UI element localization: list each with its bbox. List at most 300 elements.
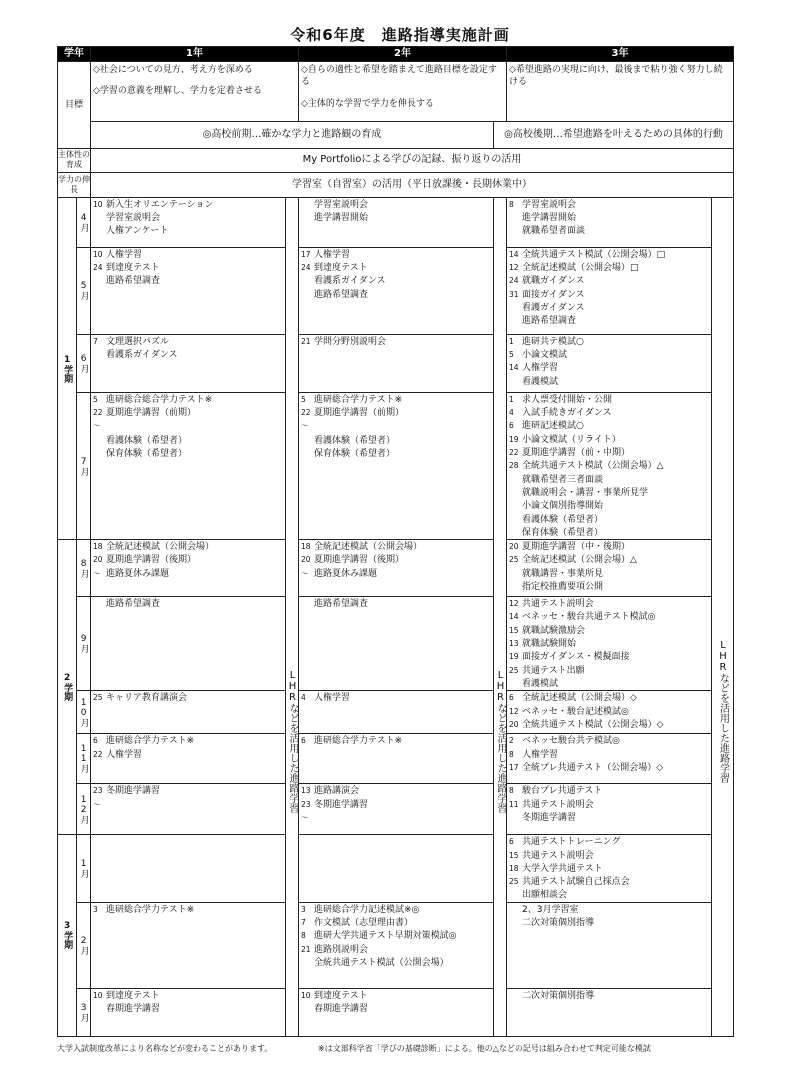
- event-item: [507, 624, 711, 637]
- event-date: [507, 568, 522, 580]
- event-item: [507, 989, 711, 1002]
- event-item: [507, 597, 711, 610]
- event-date: [299, 289, 314, 301]
- event-text: 共通テスト説明会: [522, 599, 594, 610]
- event-date: [299, 1003, 314, 1015]
- footer-note-right: ※は文部科学省「学びの基礎診断」による。他の△などの記号は組み合わせて判定可能な模試: [318, 1044, 651, 1053]
- event-item: [299, 419, 493, 432]
- month-row: [58, 988, 734, 1036]
- event-text: 保育体験（希望者）: [314, 449, 396, 460]
- month-label: 2月: [77, 902, 91, 988]
- events-y1: [91, 784, 286, 835]
- events-y2: [299, 902, 494, 988]
- event-date: 14: [509, 249, 519, 259]
- event-text: 進研総合総合学力テスト※: [106, 394, 213, 405]
- events-y1: [91, 691, 286, 734]
- event-item: [507, 513, 711, 526]
- month-row: [58, 734, 734, 784]
- event-date: ～: [93, 568, 101, 578]
- event-item: [507, 473, 711, 486]
- event-date: [507, 904, 522, 916]
- events-y2: [299, 597, 494, 691]
- event-item: [507, 875, 711, 888]
- event-item: [91, 447, 285, 460]
- event-item: [507, 811, 711, 824]
- event-item: [507, 211, 711, 224]
- event-text: 共通テスト説明会: [522, 799, 594, 810]
- event-text: 就職試験激励会: [522, 625, 586, 636]
- event-text: 二次対策個別指導: [522, 990, 595, 1001]
- event-text: 看護体験（希望者）: [522, 514, 604, 525]
- event-date: [507, 581, 522, 593]
- phase-early: ◎高校前期…確かな学力と進路観の育成: [91, 121, 494, 148]
- event-item: [299, 540, 493, 553]
- goal-text: ◇主体的な学習で学力を伸長する: [301, 98, 434, 109]
- event-item: [299, 1002, 493, 1015]
- event-item: [507, 862, 711, 875]
- event-text: 全統記述模試（公開会場）△: [522, 555, 637, 566]
- event-text: 大学入学共通テスト: [522, 863, 603, 874]
- event-item: [507, 784, 711, 797]
- event-date: 3: [301, 904, 306, 914]
- event-item: [507, 406, 711, 419]
- event-date: [91, 275, 106, 287]
- event-text: 学問分野別説明会: [314, 336, 387, 347]
- event-date: 10: [301, 990, 311, 1000]
- header-row: [58, 47, 734, 62]
- event-text: 夏期進学講習（前期）: [314, 408, 405, 419]
- event-text: 学習室説明会: [314, 199, 369, 210]
- event-item: [91, 989, 285, 1002]
- event-text: 進学講習開始: [522, 213, 577, 224]
- event-item: [91, 248, 285, 261]
- footer-note-left: 大学入試制度改革により名称などが変わることがあります。: [57, 1044, 273, 1053]
- event-text: 共通テスト出願: [522, 665, 585, 676]
- event-date: 12: [509, 599, 519, 609]
- event-date: 19: [509, 434, 519, 444]
- event-date: 1: [509, 336, 514, 346]
- event-item: [507, 486, 711, 499]
- event-text: 夏期進学講習（中・後期）: [522, 542, 631, 553]
- month-label: 8月: [77, 540, 91, 597]
- month-label: 9月: [77, 597, 91, 691]
- event-item: [91, 406, 285, 419]
- event-date: 7: [301, 918, 306, 928]
- event-date: 22: [301, 408, 311, 418]
- event-item: [299, 447, 493, 460]
- event-item: [507, 734, 711, 747]
- event-date: 6: [301, 736, 306, 746]
- event-date: 6: [509, 693, 514, 703]
- lhr-column-year1: LHRなどを活用した進路学習: [286, 197, 299, 1036]
- events-y3: [507, 392, 712, 539]
- events-y3: [507, 540, 712, 597]
- event-date: 22: [509, 448, 519, 458]
- events-y3: [507, 784, 712, 835]
- events-y1: [91, 197, 286, 247]
- event-text: 冬期進学講習: [106, 786, 161, 797]
- event-date: 4: [509, 408, 514, 418]
- event-date: 12: [509, 263, 519, 273]
- event-item: [299, 406, 493, 419]
- event-item: [91, 261, 285, 274]
- event-date: 6: [509, 837, 514, 847]
- event-text: 看護系ガイダンス: [106, 350, 178, 361]
- event-item: [507, 335, 711, 348]
- event-item: [507, 361, 711, 374]
- event-text: 看護体験（希望者）: [106, 435, 188, 446]
- event-item: [507, 248, 711, 261]
- event-text: 看護ガイダンス: [522, 303, 585, 314]
- event-item: [507, 393, 711, 406]
- event-text: 進研共テ模試○: [522, 336, 584, 347]
- event-text: 進研総合学力テスト※: [106, 736, 195, 747]
- event-date: [507, 990, 522, 1002]
- event-item: [507, 705, 711, 718]
- event-text: [106, 799, 285, 811]
- event-date: [91, 598, 106, 610]
- event-date: 8: [509, 749, 514, 759]
- event-item: [507, 610, 711, 623]
- events-y1: [91, 392, 286, 539]
- events-y3: [507, 902, 712, 988]
- year3-header: 3年: [507, 47, 734, 62]
- goal-row: [58, 62, 734, 122]
- event-item: [91, 434, 285, 447]
- event-date: 13: [301, 786, 311, 796]
- event-date: 18: [509, 863, 519, 873]
- event-date: [299, 199, 314, 211]
- month-label: 7月: [77, 392, 91, 539]
- event-item: [507, 433, 711, 446]
- event-text: 夏期進学講習（後期）: [106, 555, 197, 566]
- event-date: 8: [509, 786, 514, 796]
- ability-label: 学力の伸長: [58, 172, 91, 197]
- event-text: 就職説明会・講習・事業所見学: [522, 487, 649, 498]
- event-text: 春期進学講習: [106, 1004, 161, 1015]
- plan-table: [57, 46, 734, 1037]
- events-y2: [299, 784, 494, 835]
- lhr-column-year2: LHRなどを活用した進路学習: [494, 197, 507, 1036]
- event-item: [91, 335, 285, 348]
- initiative-text: My Portfolioによる学びの記録、振り返りの活用: [91, 148, 734, 172]
- event-item: [299, 989, 493, 1002]
- event-item: [507, 419, 711, 432]
- event-text: 進研記述模試○: [522, 421, 584, 432]
- event-item: [507, 637, 711, 650]
- month-row: [58, 392, 734, 539]
- event-item: [299, 248, 493, 261]
- event-date: [507, 889, 522, 901]
- events-y1: [91, 902, 286, 988]
- event-text: 全統共通テスト模試（公開会場）△: [522, 461, 664, 472]
- event-item: [299, 335, 493, 348]
- event-date: 20: [93, 555, 103, 565]
- event-item: [91, 784, 285, 797]
- events-y2: [299, 540, 494, 597]
- event-item: [299, 956, 493, 969]
- event-date: [91, 435, 106, 447]
- event-date: [299, 957, 314, 969]
- event-date: 22: [93, 749, 103, 759]
- event-text: 面接ガイダンス・模擬面接: [522, 652, 630, 663]
- event-text: 到達度テスト: [314, 990, 368, 1001]
- event-text: 小論文模試（リライト）: [522, 434, 621, 445]
- events-y2: [299, 197, 494, 247]
- event-date: 14: [509, 363, 519, 373]
- event-text: 進研総合学力テスト※: [314, 394, 403, 405]
- event-date: [507, 527, 522, 539]
- events-y2: [299, 734, 494, 784]
- event-date: 20: [509, 719, 519, 729]
- event-date: 15: [509, 625, 519, 635]
- initiative-row: [58, 148, 734, 172]
- event-date: 17: [301, 249, 311, 259]
- goal-label: 目標: [58, 62, 91, 149]
- event-item: [507, 459, 711, 472]
- event-item: [507, 903, 711, 916]
- event-item: [91, 553, 285, 566]
- events-y1: [91, 540, 286, 597]
- event-text: 就職試験開始: [522, 639, 577, 650]
- event-item: [91, 903, 285, 916]
- term-label: 3学期: [58, 835, 77, 1036]
- event-text: 共通テスト説明会: [522, 850, 594, 861]
- event-text: 学習室説明会: [106, 213, 161, 224]
- events-y1: [91, 597, 286, 691]
- event-date: 20: [509, 542, 519, 552]
- month-row: [58, 540, 734, 597]
- event-date: 5: [509, 350, 514, 360]
- events-y3: [507, 734, 712, 784]
- event-date: 10: [93, 990, 103, 1000]
- term-label: 2学期: [58, 540, 77, 835]
- event-item: [507, 916, 711, 929]
- event-date: [507, 302, 522, 314]
- events-y1: [91, 247, 286, 334]
- ability-row: [58, 172, 734, 197]
- event-item: [299, 734, 493, 747]
- event-date: 8: [301, 931, 306, 941]
- event-item: [507, 718, 711, 731]
- year2-header: 2年: [299, 47, 507, 62]
- event-text: 入試手続きガイダンス: [522, 408, 612, 419]
- event-item: [91, 393, 285, 406]
- event-date: 12: [509, 706, 519, 716]
- event-date: 18: [301, 542, 311, 552]
- event-text: 新入生オリエンテーション: [106, 199, 214, 210]
- event-text: 面接ガイダンス: [522, 289, 585, 300]
- event-text: 冬期進学講習: [314, 799, 369, 810]
- events-y1: [91, 334, 286, 392]
- event-date: 10: [93, 199, 103, 209]
- goal-text: ◇社会についての見方、考え方を深める: [93, 65, 253, 75]
- event-item: [299, 553, 493, 566]
- event-text: 求人票受付開始・公開: [522, 394, 613, 405]
- event-text: 人権学習: [106, 249, 143, 260]
- events-y3: [507, 247, 712, 334]
- event-item: [299, 929, 493, 942]
- event-item: [507, 540, 711, 553]
- event-date: 6: [93, 736, 98, 746]
- event-text: 到達度テスト: [106, 263, 160, 274]
- event-date: [507, 474, 522, 486]
- event-item: [507, 650, 711, 663]
- events-y2: [299, 392, 494, 539]
- event-date: 7: [93, 336, 98, 346]
- event-date: [507, 315, 522, 327]
- event-text: 保育体験（希望者）: [106, 449, 188, 460]
- event-date: ～: [93, 799, 101, 809]
- event-item: [91, 798, 285, 811]
- events-y1: [91, 988, 286, 1036]
- event-date: [91, 225, 106, 237]
- event-date: 3: [93, 904, 98, 914]
- event-date: 20: [301, 555, 311, 565]
- event-text: 進路夏休み課題: [106, 568, 170, 579]
- event-text: 全統プレ共通テスト（公開会場）◇: [522, 762, 664, 773]
- event-item: [91, 1002, 285, 1015]
- event-date: [507, 678, 522, 690]
- event-date: ～: [301, 812, 309, 822]
- event-item: [299, 567, 493, 580]
- event-date: 25: [509, 877, 519, 887]
- event-item: [91, 419, 285, 432]
- event-item: [299, 811, 493, 824]
- month-label: 11月: [77, 734, 91, 784]
- goal-text: ◇希望進路の実現に向け、最後まで粘り強く努力し続ける: [509, 65, 723, 88]
- event-item: [507, 288, 711, 301]
- event-item: [507, 375, 711, 388]
- events-y1: [91, 734, 286, 784]
- event-text: 冬期進学講習: [522, 812, 577, 823]
- event-item: [507, 798, 711, 811]
- event-item: [299, 211, 493, 224]
- event-item: [299, 198, 493, 211]
- event-date: [507, 514, 522, 526]
- event-date: [91, 349, 106, 361]
- event-date: 24: [301, 263, 311, 273]
- event-date: 14: [509, 612, 519, 622]
- event-text: 夏期進学講習（前・中期）: [522, 448, 631, 459]
- event-date: 23: [301, 799, 311, 809]
- lhr-column-year3: LHRなどを活用した進路学習: [712, 197, 734, 1036]
- event-date: 25: [509, 555, 519, 565]
- event-date: [91, 448, 106, 460]
- event-date: 31: [509, 289, 519, 299]
- event-item: [299, 261, 493, 274]
- month-label: 6月: [77, 334, 91, 392]
- event-item: [91, 224, 285, 237]
- event-date: 17: [509, 762, 519, 772]
- event-item: [91, 748, 285, 761]
- event-item: [507, 580, 711, 593]
- month-row: [58, 597, 734, 691]
- events-y3: [507, 197, 712, 247]
- event-date: 28: [509, 461, 519, 471]
- event-item: [507, 314, 711, 327]
- event-text: [314, 812, 493, 824]
- event-text: 人権アンケート: [106, 226, 169, 237]
- month-row: [58, 784, 734, 835]
- event-date: 5: [301, 394, 306, 404]
- event-item: [507, 198, 711, 211]
- event-text: 人権学習: [522, 749, 559, 760]
- event-item: [507, 888, 711, 901]
- event-item: [507, 835, 711, 848]
- event-text: 駿台プレ共通テスト: [522, 786, 603, 797]
- event-item: [507, 849, 711, 862]
- event-item: [299, 393, 493, 406]
- event-item: [507, 553, 711, 566]
- event-text: 人権学習: [522, 363, 559, 374]
- initiative-label: 主体性の育成: [58, 148, 91, 172]
- event-item: [507, 499, 711, 512]
- event-date: 11: [509, 799, 519, 809]
- event-date: [507, 812, 522, 824]
- event-date: [299, 212, 314, 224]
- event-text: 全統記述模試（公開会場）: [106, 542, 215, 553]
- event-item: [299, 434, 493, 447]
- event-text: 進路希望調査: [522, 316, 577, 327]
- event-text: 共通テスト試験自己採点会: [522, 877, 630, 888]
- event-item: [91, 597, 285, 610]
- event-text: 進路希望調査: [106, 599, 161, 610]
- month-row: [58, 691, 734, 734]
- event-item: [507, 664, 711, 677]
- event-date: 23: [93, 786, 103, 796]
- event-text: 到達度テスト: [106, 990, 160, 1001]
- month-label: 1月: [77, 835, 91, 902]
- events-y3: [507, 835, 712, 902]
- grade-header: 学年: [58, 47, 91, 62]
- event-text: 小論文個別指導開始: [522, 501, 604, 512]
- event-item: [507, 526, 711, 539]
- event-text: 共通テストトレーニング: [522, 837, 621, 848]
- event-item: [299, 288, 493, 301]
- event-text: 人権学習: [106, 749, 143, 760]
- page-title: 令和6年度 進路指導実施計画: [290, 26, 510, 44]
- event-item: [299, 903, 493, 916]
- event-text: 保育体験（希望者）: [522, 527, 604, 538]
- event-item: [507, 274, 711, 287]
- month-row: [58, 334, 734, 392]
- event-date: 2: [509, 736, 514, 746]
- event-date: 18: [93, 542, 103, 552]
- event-item: [299, 784, 493, 797]
- event-date: [91, 1003, 106, 1015]
- events-y2: [299, 334, 494, 392]
- event-text: 就職講習・事業所見: [522, 568, 604, 579]
- event-date: 21: [301, 336, 311, 346]
- event-text: 全統記述模試（公開会場）□: [522, 263, 639, 274]
- event-text: 進研大学共通テスト早期対策模試◎: [314, 931, 457, 942]
- event-text: 小論文模試: [522, 350, 568, 361]
- event-date: 4: [301, 693, 306, 703]
- event-item: [299, 597, 493, 610]
- event-text: 看護模試: [522, 678, 559, 689]
- event-text: 進路別説明会: [314, 944, 369, 955]
- event-text: ベネッセ・駿台共通テスト模試◎: [522, 612, 656, 623]
- event-text: 春期進学講習: [314, 1004, 369, 1015]
- goal-year3: [507, 62, 734, 122]
- event-date: 10: [93, 249, 103, 259]
- event-text: 看護体験（希望者）: [314, 435, 396, 446]
- event-date: [299, 275, 314, 287]
- event-date: [299, 448, 314, 460]
- event-text: 文理選択パズル: [106, 336, 170, 347]
- event-text: 進研総合学力テスト※: [106, 904, 195, 915]
